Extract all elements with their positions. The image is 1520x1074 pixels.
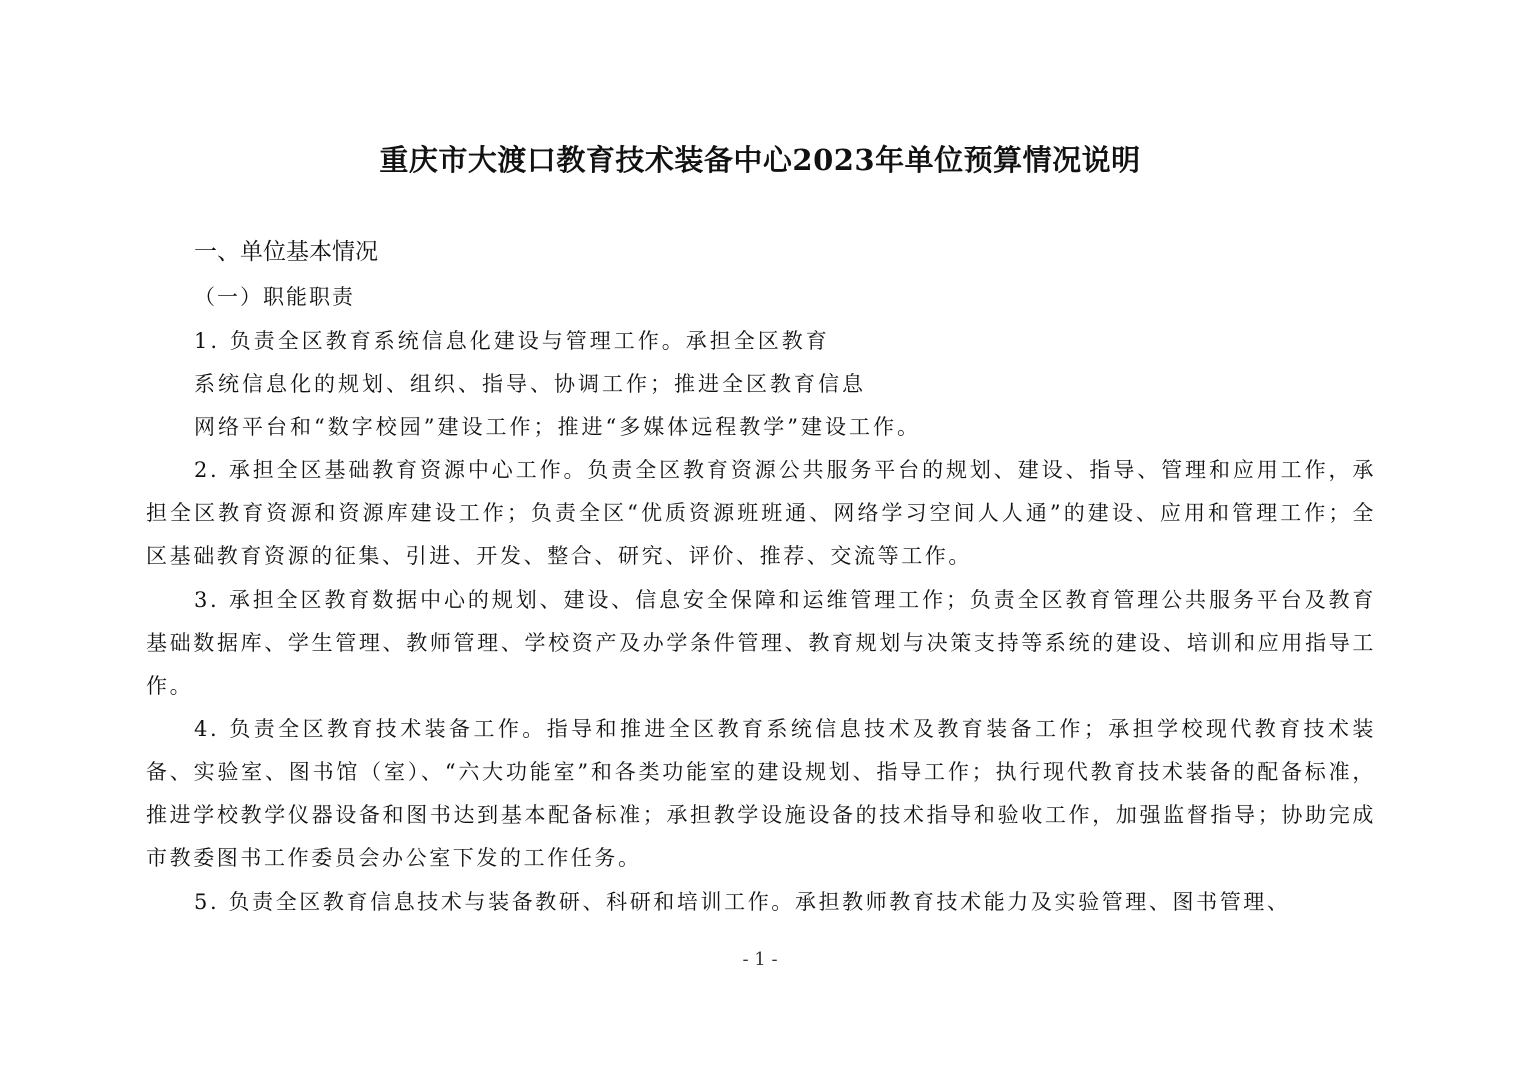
duty-item-5: 5. 负责全区教育信息技术与装备教研、科研和培训工作。承担教师教育技术能力及实验管理、图书管理、 <box>194 890 1291 914</box>
duty-item-1-line: 系统信息化的规划、组织、指导、协调工作；推进全区教育信息 <box>194 372 866 396</box>
duty-item-4: 4. 负责全区教育技术装备工作。指导和推进全区教育系统信息技术及教育装备工作；承担学校现代教育技术装备、实验室、图书馆（室）、“六大功能室”和各类功能室的建设规划、指导工作；执行现代教育技术装备的配备标准，推进学校教学仪器设备和图书达到基本配备标准；承担教学设施设备的技术指导和验收工作，加强监督指导；协助完成市教委图书工作委员会办公室下发的工作任务。 <box>146 717 1376 870</box>
duty-item-1-line: 1. 负责全区教育系统信息化建设与管理工作。承担全区教育 <box>194 329 830 353</box>
duty-item-2: 2. 承担全区基础教育资源中心工作。负责全区教育资源公共服务平台的规划、建设、指导、管理和应用工作，承担全区教育资源和资源库建设工作；负责全区“优质资源班班通、网络学习空间人人通”的建设、应用和管理工作；全区基础教育资源的征集、引进、开发、整合、研究、评价、推荐、交流等工作。 <box>146 458 1376 568</box>
duty-item-3: 3. 承担全区教育数据中心的规划、建设、信息安全保障和运维管理工作；负责全区教育管理公共服务平台及教育基础数据库、学生管理、教师管理、学校资产及办学条件管理、教育规划与决策支持等系统的建设、培训和应用指导工作。 <box>146 588 1376 698</box>
sub-heading: （一）职能职责 <box>194 285 355 309</box>
duty-item-1-line: 网络平台和“数字校园”建设工作；推进“多媒体远程教学”建设工作。 <box>194 415 921 439</box>
duty-item-1 <box>194 320 1094 449</box>
document-title: 重庆市大渡口教育技术装备中心2023年单位预算情况说明 <box>379 143 1141 177</box>
page-number: - 1 - <box>742 949 778 970</box>
section-heading: 一、单位基本情况 <box>194 239 378 265</box>
